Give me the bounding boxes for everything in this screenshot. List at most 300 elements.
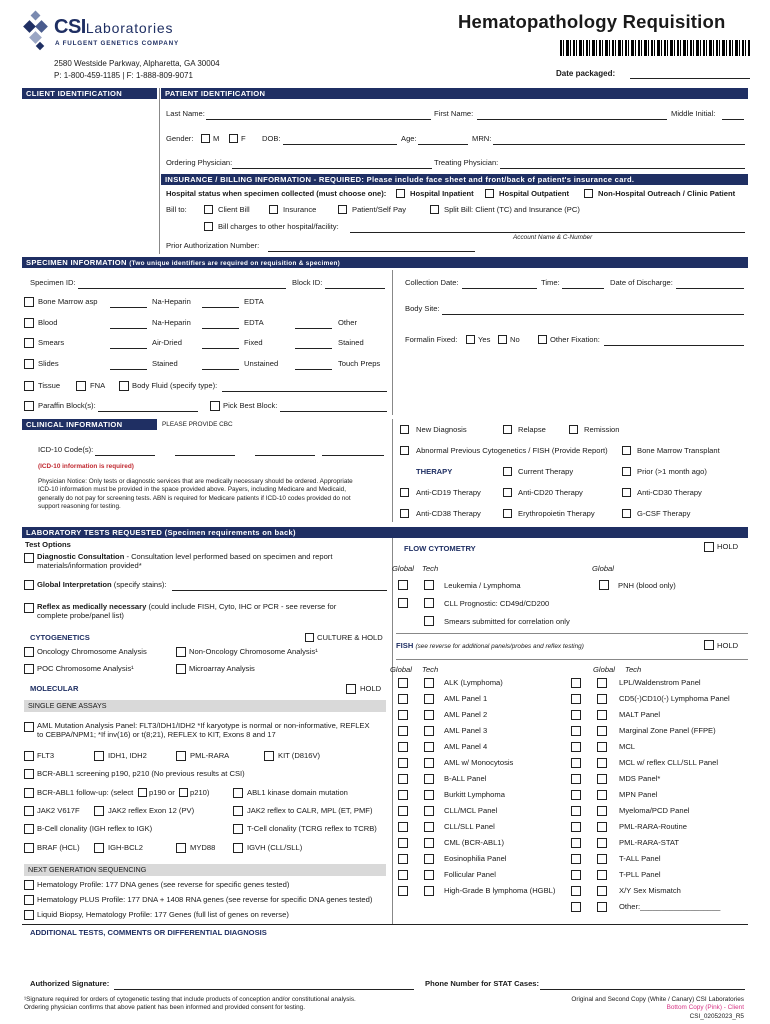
blood-label: Blood <box>38 318 58 327</box>
molecular-heading: MOLECULAR <box>30 684 79 693</box>
cd38-label: Anti-CD38 Therapy <box>416 509 481 518</box>
fish-right-item-label: PML-RARA-STAT <box>619 838 680 847</box>
tcell-checkbox[interactable] <box>233 824 243 834</box>
flow-heading: FLOW CYTOMETRY <box>404 544 476 553</box>
hospital-status-label: Hospital status when specimen collected (must choose one): <box>166 189 387 198</box>
other-hospital-input[interactable] <box>350 232 745 233</box>
touch-preps-input[interactable] <box>295 369 332 370</box>
braf-label: BRAF (HCL) <box>37 843 80 852</box>
pml-rara-mol-checkbox[interactable] <box>176 751 186 761</box>
fish-right-14-global-checkbox[interactable] <box>571 902 581 912</box>
unstained-label: Unstained <box>244 359 279 368</box>
fish-right-9-global-checkbox[interactable] <box>571 822 581 832</box>
fish-left-5-tech-checkbox[interactable] <box>424 758 434 768</box>
treating-physician-input[interactable] <box>500 168 745 169</box>
ordering-physician-label: Ordering Physician: <box>166 158 233 167</box>
icd-input-4[interactable] <box>322 455 384 456</box>
body-site-label: Body Site: <box>405 304 440 313</box>
leuk-tech-checkbox[interactable] <box>424 580 434 590</box>
icd-input-2[interactable] <box>175 455 235 456</box>
icd-label: ICD-10 Code(s): <box>38 445 94 454</box>
discharge-input[interactable] <box>676 288 744 289</box>
flow-hold-checkbox[interactable] <box>704 542 714 552</box>
fish-left-item-label: Follicular Panel <box>444 870 496 879</box>
bm-naheparin-input[interactable] <box>110 307 147 308</box>
copy-note-1: Original and Second Copy (White / Canary) CSI Laboratories <box>571 996 744 1003</box>
client-id-header: CLIENT IDENTIFICATION <box>22 88 157 99</box>
client-bill-label: Client Bill <box>218 205 250 214</box>
fish-left-item-label: CLL/MCL Panel <box>444 806 498 815</box>
relapse-checkbox[interactable] <box>503 425 512 434</box>
ngs3-checkbox[interactable] <box>24 910 34 920</box>
fish-left-13-tech-checkbox[interactable] <box>424 886 434 896</box>
new-dx-label: New Diagnosis <box>416 425 467 434</box>
fish-left-13-global-checkbox[interactable] <box>398 886 408 896</box>
other-hospital-checkbox[interactable] <box>204 222 213 231</box>
blood-edta-input[interactable] <box>202 328 239 329</box>
fish-left-0-global-checkbox[interactable] <box>398 678 408 688</box>
additional-heading: ADDITIONAL TESTS, COMMENTS OR DIFFERENTIAL DIAGNOSIS <box>30 928 267 937</box>
fish-right-7-tech-checkbox[interactable] <box>597 790 607 800</box>
smears-label: Smears <box>38 338 65 347</box>
cd30-checkbox[interactable] <box>622 488 631 497</box>
global-interp-input[interactable] <box>172 590 387 591</box>
body-fluid-input[interactable] <box>222 391 387 392</box>
body-site-input[interactable] <box>442 314 744 315</box>
fish-right-item-label: MCL <box>619 742 636 751</box>
gcsf-label: G-CSF Therapy <box>637 509 691 518</box>
pick-best-input[interactable] <box>280 411 387 412</box>
slides-unstained-input[interactable] <box>202 369 239 370</box>
poc-checkbox[interactable] <box>24 664 34 674</box>
fish-left-7-tech-checkbox[interactable] <box>424 790 434 800</box>
fish-right-4-global-checkbox[interactable] <box>571 742 581 752</box>
current-therapy-label: Current Therapy <box>518 467 574 476</box>
new-dx-checkbox[interactable] <box>400 425 409 434</box>
cll-tech-checkbox[interactable] <box>424 598 434 608</box>
fish-right-2-tech-checkbox[interactable] <box>597 710 607 720</box>
fish-right-10-global-checkbox[interactable] <box>571 838 581 848</box>
fish-right-item-label: PML-RARA-Routine <box>619 822 687 831</box>
fish-left-1-tech-checkbox[interactable] <box>424 694 434 704</box>
fish-left-item-label: AML Panel 1 <box>444 694 488 703</box>
date-packaged-label: Date packaged: <box>556 69 616 78</box>
fish-left-item-label: CLL/SLL Panel <box>444 822 495 831</box>
insurance-checkbox[interactable] <box>269 205 278 214</box>
fish-left-9-tech-checkbox[interactable] <box>424 822 434 832</box>
fish-left-12-tech-checkbox[interactable] <box>424 870 434 880</box>
fish-left-item-label: Eosinophilia Panel <box>444 854 507 863</box>
ngs1-checkbox[interactable] <box>24 880 34 890</box>
fish-right-4-tech-checkbox[interactable] <box>597 742 607 752</box>
body-fluid-label: Body Fluid (specify type): <box>132 381 218 390</box>
abl1-checkbox[interactable] <box>233 788 243 798</box>
global-interp-checkbox[interactable] <box>24 580 34 590</box>
cd20-checkbox[interactable] <box>503 488 512 497</box>
fish-left-2-tech-checkbox[interactable] <box>424 710 434 720</box>
nonhospital-label: Non-Hospital Outreach / Clinic Patient <box>598 189 736 198</box>
specimen-id-label: Specimen ID: <box>30 278 76 287</box>
formalin-no-label: No <box>510 335 520 344</box>
age-label: Age: <box>401 134 417 143</box>
bcr-follow-checkbox[interactable] <box>24 788 34 798</box>
smears-fixed-input[interactable] <box>202 348 239 349</box>
pnh-checkbox[interactable] <box>599 580 609 590</box>
fish-left-item-label: AML Panel 4 <box>444 742 488 751</box>
fish-right-item-label: X/Y Sex Mismatch <box>619 886 681 895</box>
gender-m-checkbox[interactable] <box>201 134 210 143</box>
flt3-checkbox[interactable] <box>24 751 34 761</box>
p210-checkbox[interactable] <box>179 788 188 797</box>
gender-f-checkbox[interactable] <box>229 134 238 143</box>
gender-label: Gender: <box>166 134 194 143</box>
fish-right-3-tech-checkbox[interactable] <box>597 726 607 736</box>
time-input[interactable] <box>562 288 604 289</box>
ngs2-checkbox[interactable] <box>24 895 34 905</box>
fna-label: FNA <box>90 381 106 390</box>
nononco-checkbox[interactable] <box>176 647 186 657</box>
fish-right-9-tech-checkbox[interactable] <box>597 822 607 832</box>
fish-left-5-global-checkbox[interactable] <box>398 758 408 768</box>
blood-naheparin-input[interactable] <box>110 328 147 329</box>
fish-left-0-tech-checkbox[interactable] <box>424 678 434 688</box>
fish-right-11-tech-checkbox[interactable] <box>597 854 607 864</box>
fish-left-3-tech-checkbox[interactable] <box>424 726 434 736</box>
fish-right-0-tech-checkbox[interactable] <box>597 678 607 688</box>
insurance-label: Insurance <box>283 205 317 214</box>
fish-right-6-tech-checkbox[interactable] <box>597 774 607 784</box>
fish-right-11-global-checkbox[interactable] <box>571 854 581 864</box>
date-packaged-input[interactable] <box>630 78 750 79</box>
fish-left-item-label: B-ALL Panel <box>444 774 487 783</box>
paraffin-label: Paraffin Block(s): <box>38 401 96 410</box>
kit-checkbox[interactable] <box>264 751 274 761</box>
middle-initial-input[interactable] <box>722 119 744 120</box>
prior-auth-input[interactable] <box>268 251 475 252</box>
fish-right-item-label: Marginal Zone Panel (FFPE) <box>619 726 716 735</box>
footnote-signature: ¹Signature required for orders of cytogenetic testing that include products of conception and/or constitutional analysis. <box>24 996 356 1003</box>
cd30-label: Anti-CD30 Therapy <box>637 488 702 497</box>
fish-left-3-global-checkbox[interactable] <box>398 726 408 736</box>
fish-right-12-global-checkbox[interactable] <box>571 870 581 880</box>
cll-global-checkbox[interactable] <box>398 598 408 608</box>
stat-phone-label: Phone Number for STAT Cases: <box>425 979 540 988</box>
fish-right-5-tech-checkbox[interactable] <box>597 758 607 768</box>
slides-stained-input[interactable] <box>110 369 147 370</box>
fish-right-6-global-checkbox[interactable] <box>571 774 581 784</box>
patient-id-header: PATIENT IDENTIFICATION <box>161 88 748 99</box>
fish-right-8-tech-checkbox[interactable] <box>597 806 607 816</box>
jak2-exon12-checkbox[interactable] <box>94 806 104 816</box>
remission-checkbox[interactable] <box>569 425 578 434</box>
fish-right-5-global-checkbox[interactable] <box>571 758 581 768</box>
fish-left-6-tech-checkbox[interactable] <box>424 774 434 784</box>
onco-checkbox[interactable] <box>24 647 34 657</box>
blood-other-input[interactable] <box>295 328 332 329</box>
icd-input-3[interactable] <box>255 455 315 456</box>
collection-date-input[interactable] <box>462 288 537 289</box>
fish-left-2-global-checkbox[interactable] <box>398 710 408 720</box>
pick-best-label: Pick Best Block: <box>223 401 278 410</box>
lab-tests-header: LABORATORY TESTS REQUESTED (Specimen requirements on back) <box>22 527 748 538</box>
touch-preps-label: Touch Preps <box>338 359 381 368</box>
slides-stained-label: Stained <box>152 359 178 368</box>
nononco-label: Non-Oncology Chromosome Analysis¹ <box>189 647 318 656</box>
collection-date-label: Collection Date: <box>405 278 459 287</box>
split-bill-checkbox[interactable] <box>430 205 439 214</box>
jak2-checkbox[interactable] <box>24 806 34 816</box>
paraffin-checkbox[interactable] <box>24 401 34 411</box>
bill-to-label: Bill to: <box>166 205 187 214</box>
last-name-input[interactable] <box>206 119 431 120</box>
pick-best-checkbox[interactable] <box>210 401 220 411</box>
fish-left-item-label: CML (BCR-ABL1) <box>444 838 505 847</box>
abnormal-cyto-checkbox[interactable] <box>400 446 409 455</box>
blood-checkbox[interactable] <box>24 318 34 328</box>
blood-naheparin-label: Na-Heparin <box>152 318 191 327</box>
fish-right-item-label: MALT Panel <box>619 710 661 719</box>
other-fixation-input[interactable] <box>604 345 744 346</box>
prior-therapy-checkbox[interactable] <box>622 467 631 476</box>
fish-right-item-label: LPL/Waldenstrom Panel <box>619 678 701 687</box>
first-name-label: First Name: <box>434 109 474 118</box>
current-therapy-checkbox[interactable] <box>503 467 512 476</box>
specimen-header: SPECIMEN INFORMATION (Two unique identifiers are required on requisition & specimen) <box>22 257 748 268</box>
last-name-label: Last Name: <box>166 109 205 118</box>
fna-checkbox[interactable] <box>76 381 86 391</box>
igvh-checkbox[interactable] <box>233 843 243 853</box>
fish-left-11-tech-checkbox[interactable] <box>424 854 434 864</box>
auth-signature-input[interactable] <box>114 989 414 990</box>
middle-initial-label: Middle Initial: <box>671 109 716 118</box>
smears-stained-input[interactable] <box>295 348 332 349</box>
fish-right-item-label: MCL w/ reflex CLL/SLL Panel <box>619 758 719 767</box>
fish-left-7-global-checkbox[interactable] <box>398 790 408 800</box>
onco-label: Oncology Chromosome Analysis <box>37 647 147 656</box>
bone-marrow-checkbox[interactable] <box>24 297 34 307</box>
form-id: CSI_02052023_R5 <box>689 1013 744 1020</box>
account-name-caption: Account Name & C-Number <box>513 234 593 241</box>
fish-left-item-label: AML Panel 3 <box>444 726 488 735</box>
molecular-hold-label: HOLD <box>360 684 382 693</box>
aml-mutation-checkbox[interactable] <box>24 722 34 732</box>
myd88-checkbox[interactable] <box>176 843 186 853</box>
mrn-input[interactable] <box>493 144 745 145</box>
prior-auth-label: Prior Authorization Number: <box>166 241 260 250</box>
bcr-follow-label: BCR-ABL1 follow-up: (select <box>37 788 134 797</box>
fish-left-4-tech-checkbox[interactable] <box>424 742 434 752</box>
ngs2-label: Hematology PLUS Profile: 177 DNA + 1408 RNA genes (see reverse for specific DNA genes tested) <box>37 895 373 904</box>
bmt-label: Bone Marrow Transplant <box>637 446 720 455</box>
lab-address: 2580 Westside Parkway, Alpharetta, GA 30004 <box>54 59 220 68</box>
single-gene-subheader: SINGLE GENE ASSAYS <box>24 700 386 712</box>
jak2-label: JAK2 V617F <box>37 806 80 815</box>
fish-right-7-global-checkbox[interactable] <box>571 790 581 800</box>
fish-right-13-tech-checkbox[interactable] <box>597 886 607 896</box>
reflex-checkbox[interactable] <box>24 603 34 613</box>
slides-checkbox[interactable] <box>24 359 34 369</box>
fish-right-8-global-checkbox[interactable] <box>571 806 581 816</box>
global-interp-label: Global Interpretation (specify stains): <box>37 580 167 589</box>
fish-left-item-label: High-Grade B lymphoma (HGBL) <box>444 886 556 895</box>
smears-stained-label: Stained <box>338 338 364 347</box>
fish-left-8-tech-checkbox[interactable] <box>424 806 434 816</box>
time-label: Time: <box>541 278 560 287</box>
bm-edta-input[interactable] <box>202 307 239 308</box>
p190-checkbox[interactable] <box>138 788 147 797</box>
cll-label: CLL Prognostic: CD49d/CD200 <box>444 599 550 608</box>
fish-hold-checkbox[interactable] <box>704 640 714 650</box>
fish-right-1-tech-checkbox[interactable] <box>597 694 607 704</box>
fish-left-6-global-checkbox[interactable] <box>398 774 408 784</box>
microarray-checkbox[interactable] <box>176 664 186 674</box>
fish-right-item-label: MDS Panel* <box>619 774 661 783</box>
other-fixation-label: Other Fixation: <box>550 335 600 344</box>
inpatient-label: Hospital Inpatient <box>410 189 474 198</box>
pml-rara-mol-label: PML-RARA <box>190 751 230 760</box>
gender-m-label: M <box>213 134 220 143</box>
fish-right-13-global-checkbox[interactable] <box>571 886 581 896</box>
ngs3-label: Liquid Biopsy, Hematology Profile: 177 Genes (full list of genes on reverse) <box>37 910 289 919</box>
fish-right-12-tech-checkbox[interactable] <box>597 870 607 880</box>
formalin-no-checkbox[interactable] <box>498 335 507 344</box>
icd-input-1[interactable] <box>95 455 155 456</box>
csi-logo <box>22 10 52 54</box>
slides-label: Slides <box>38 359 59 368</box>
nonhospital-checkbox[interactable] <box>584 189 593 198</box>
bcl2-label: IGH-BCL2 <box>108 843 144 852</box>
fish-right-14-tech-checkbox[interactable] <box>597 902 607 912</box>
abnormal-cyto-label: Abnormal Previous Cytogenetics / FISH (Provide Report) <box>416 446 608 455</box>
bcl2-checkbox[interactable] <box>94 843 104 853</box>
culture-hold-checkbox[interactable] <box>305 633 314 642</box>
fish-left-12-global-checkbox[interactable] <box>398 870 408 880</box>
leuk-label: Leukemia / Lymphoma <box>444 581 521 590</box>
client-bill-checkbox[interactable] <box>204 205 213 214</box>
block-id-input[interactable] <box>325 288 385 289</box>
blood-edta-label: EDTA <box>244 318 264 327</box>
bcell-label: B-Cell clonality (IGH reflex to IGK) <box>37 824 153 833</box>
fish-left-item-label: Burkitt Lymphoma <box>444 790 505 799</box>
fish-right-item-label: Other:___________________ <box>619 902 721 911</box>
outpatient-checkbox[interactable] <box>485 189 494 198</box>
epo-checkbox[interactable] <box>503 509 512 518</box>
fish-right-10-tech-checkbox[interactable] <box>597 838 607 848</box>
fish-left-11-global-checkbox[interactable] <box>398 854 408 864</box>
fish-right-item-label: Myeloma/PCD Panel <box>619 806 690 815</box>
smears-airdried-input[interactable] <box>110 348 147 349</box>
diag-consult-checkbox[interactable] <box>24 553 34 563</box>
smears-corr-label: Smears submitted for correlation only <box>444 617 570 626</box>
bmt-checkbox[interactable] <box>622 446 631 455</box>
specimen-id-input[interactable] <box>78 288 286 289</box>
body-fluid-checkbox[interactable] <box>119 381 129 391</box>
copy-note-2: Bottom Copy (Pink) - Client <box>666 1004 744 1011</box>
fish-left-10-global-checkbox[interactable] <box>398 838 408 848</box>
fish-right-item-label: MPN Panel <box>619 790 658 799</box>
epo-label: Erythropoietin Therapy <box>518 509 595 518</box>
air-dried-label: Air-Dried <box>152 338 182 347</box>
fish-heading: FISH (see reverse for additional panels/probes and reflex testing) <box>396 641 584 650</box>
fish-right-2-global-checkbox[interactable] <box>571 710 581 720</box>
microarray-label: Microarray Analysis <box>189 664 255 673</box>
bm-edta-label: EDTA <box>244 297 264 306</box>
client-id-box[interactable] <box>22 99 157 254</box>
ngs1-label: Hematology Profile: 177 DNA genes (see reverse for specific genes tested) <box>37 880 290 889</box>
block-id-label: Block ID: <box>292 278 323 287</box>
fish-left-9-global-checkbox[interactable] <box>398 822 408 832</box>
paraffin-input[interactable] <box>98 411 198 412</box>
flow-hold-label: HOLD <box>717 542 739 551</box>
molecular-hold-checkbox[interactable] <box>346 684 356 694</box>
idh-label: IDH1, IDH2 <box>108 751 147 760</box>
bcr-screen-checkbox[interactable] <box>24 769 34 779</box>
fish-global-col-2: Global <box>593 665 615 674</box>
smears-corr-checkbox[interactable] <box>424 616 434 626</box>
inpatient-checkbox[interactable] <box>396 189 405 198</box>
therapy-heading: THERAPY <box>416 467 453 476</box>
additional-comments-input[interactable] <box>24 940 746 970</box>
flow-global-col-2: Global <box>592 564 614 573</box>
flt3-label: FLT3 <box>37 751 55 760</box>
tissue-label: Tissue <box>38 381 61 390</box>
fish-left-4-global-checkbox[interactable] <box>398 742 408 752</box>
p190-label: p190 or <box>149 788 175 797</box>
fish-left-1-global-checkbox[interactable] <box>398 694 408 704</box>
bcell-checkbox[interactable] <box>24 824 34 834</box>
fish-left-item-label: AML w/ Monocytosis <box>444 758 514 767</box>
tissue-checkbox[interactable] <box>24 381 34 391</box>
jak2-calr-checkbox[interactable] <box>233 806 243 816</box>
cd38-checkbox[interactable] <box>400 509 409 518</box>
ordering-physician-input[interactable] <box>232 168 432 169</box>
idh-checkbox[interactable] <box>94 751 104 761</box>
self-pay-checkbox[interactable] <box>338 205 347 214</box>
other-fixation-checkbox[interactable] <box>538 335 547 344</box>
smears-checkbox[interactable] <box>24 338 34 348</box>
test-options-heading: Test Options <box>25 540 71 549</box>
stat-phone-input[interactable] <box>540 989 745 990</box>
fish-left-item-label: AML Panel 2 <box>444 710 488 719</box>
clinical-header: CLINICAL INFORMATION <box>22 419 157 430</box>
poc-label: POC Chromosome Analysis¹ <box>37 664 134 673</box>
fish-left-8-global-checkbox[interactable] <box>398 806 408 816</box>
gender-f-label: F <box>241 134 246 143</box>
gcsf-checkbox[interactable] <box>622 509 631 518</box>
lab-phone: P: 1-800-459-1185 | F: 1-888-809-9071 <box>54 71 193 80</box>
first-name-input[interactable] <box>477 119 667 120</box>
fish-right-0-global-checkbox[interactable] <box>571 678 581 688</box>
fish-right-1-global-checkbox[interactable] <box>571 694 581 704</box>
fish-right-item-label: T-ALL Panel <box>619 854 661 863</box>
fish-right-3-global-checkbox[interactable] <box>571 726 581 736</box>
culture-hold-label: CULTURE & HOLD <box>317 633 383 642</box>
kit-label: KIT (D816V) <box>278 751 321 760</box>
cd19-checkbox[interactable] <box>400 488 409 497</box>
formalin-yes-checkbox[interactable] <box>466 335 475 344</box>
relapse-label: Relapse <box>518 425 546 434</box>
age-input[interactable] <box>418 144 468 145</box>
braf-checkbox[interactable] <box>24 843 34 853</box>
igvh-label: IGVH (CLL/SLL) <box>247 843 303 852</box>
cd20-label: Anti-CD20 Therapy <box>518 488 583 497</box>
fish-right-item-label: CD5(-)CD10(-) Lymphoma Panel <box>619 694 730 703</box>
leuk-global-checkbox[interactable] <box>398 580 408 590</box>
dob-input[interactable] <box>283 144 397 145</box>
formalin-yes-label: Yes <box>478 335 491 344</box>
fish-left-10-tech-checkbox[interactable] <box>424 838 434 848</box>
abl1-label: ABL1 kinase domain mutation <box>247 788 348 797</box>
